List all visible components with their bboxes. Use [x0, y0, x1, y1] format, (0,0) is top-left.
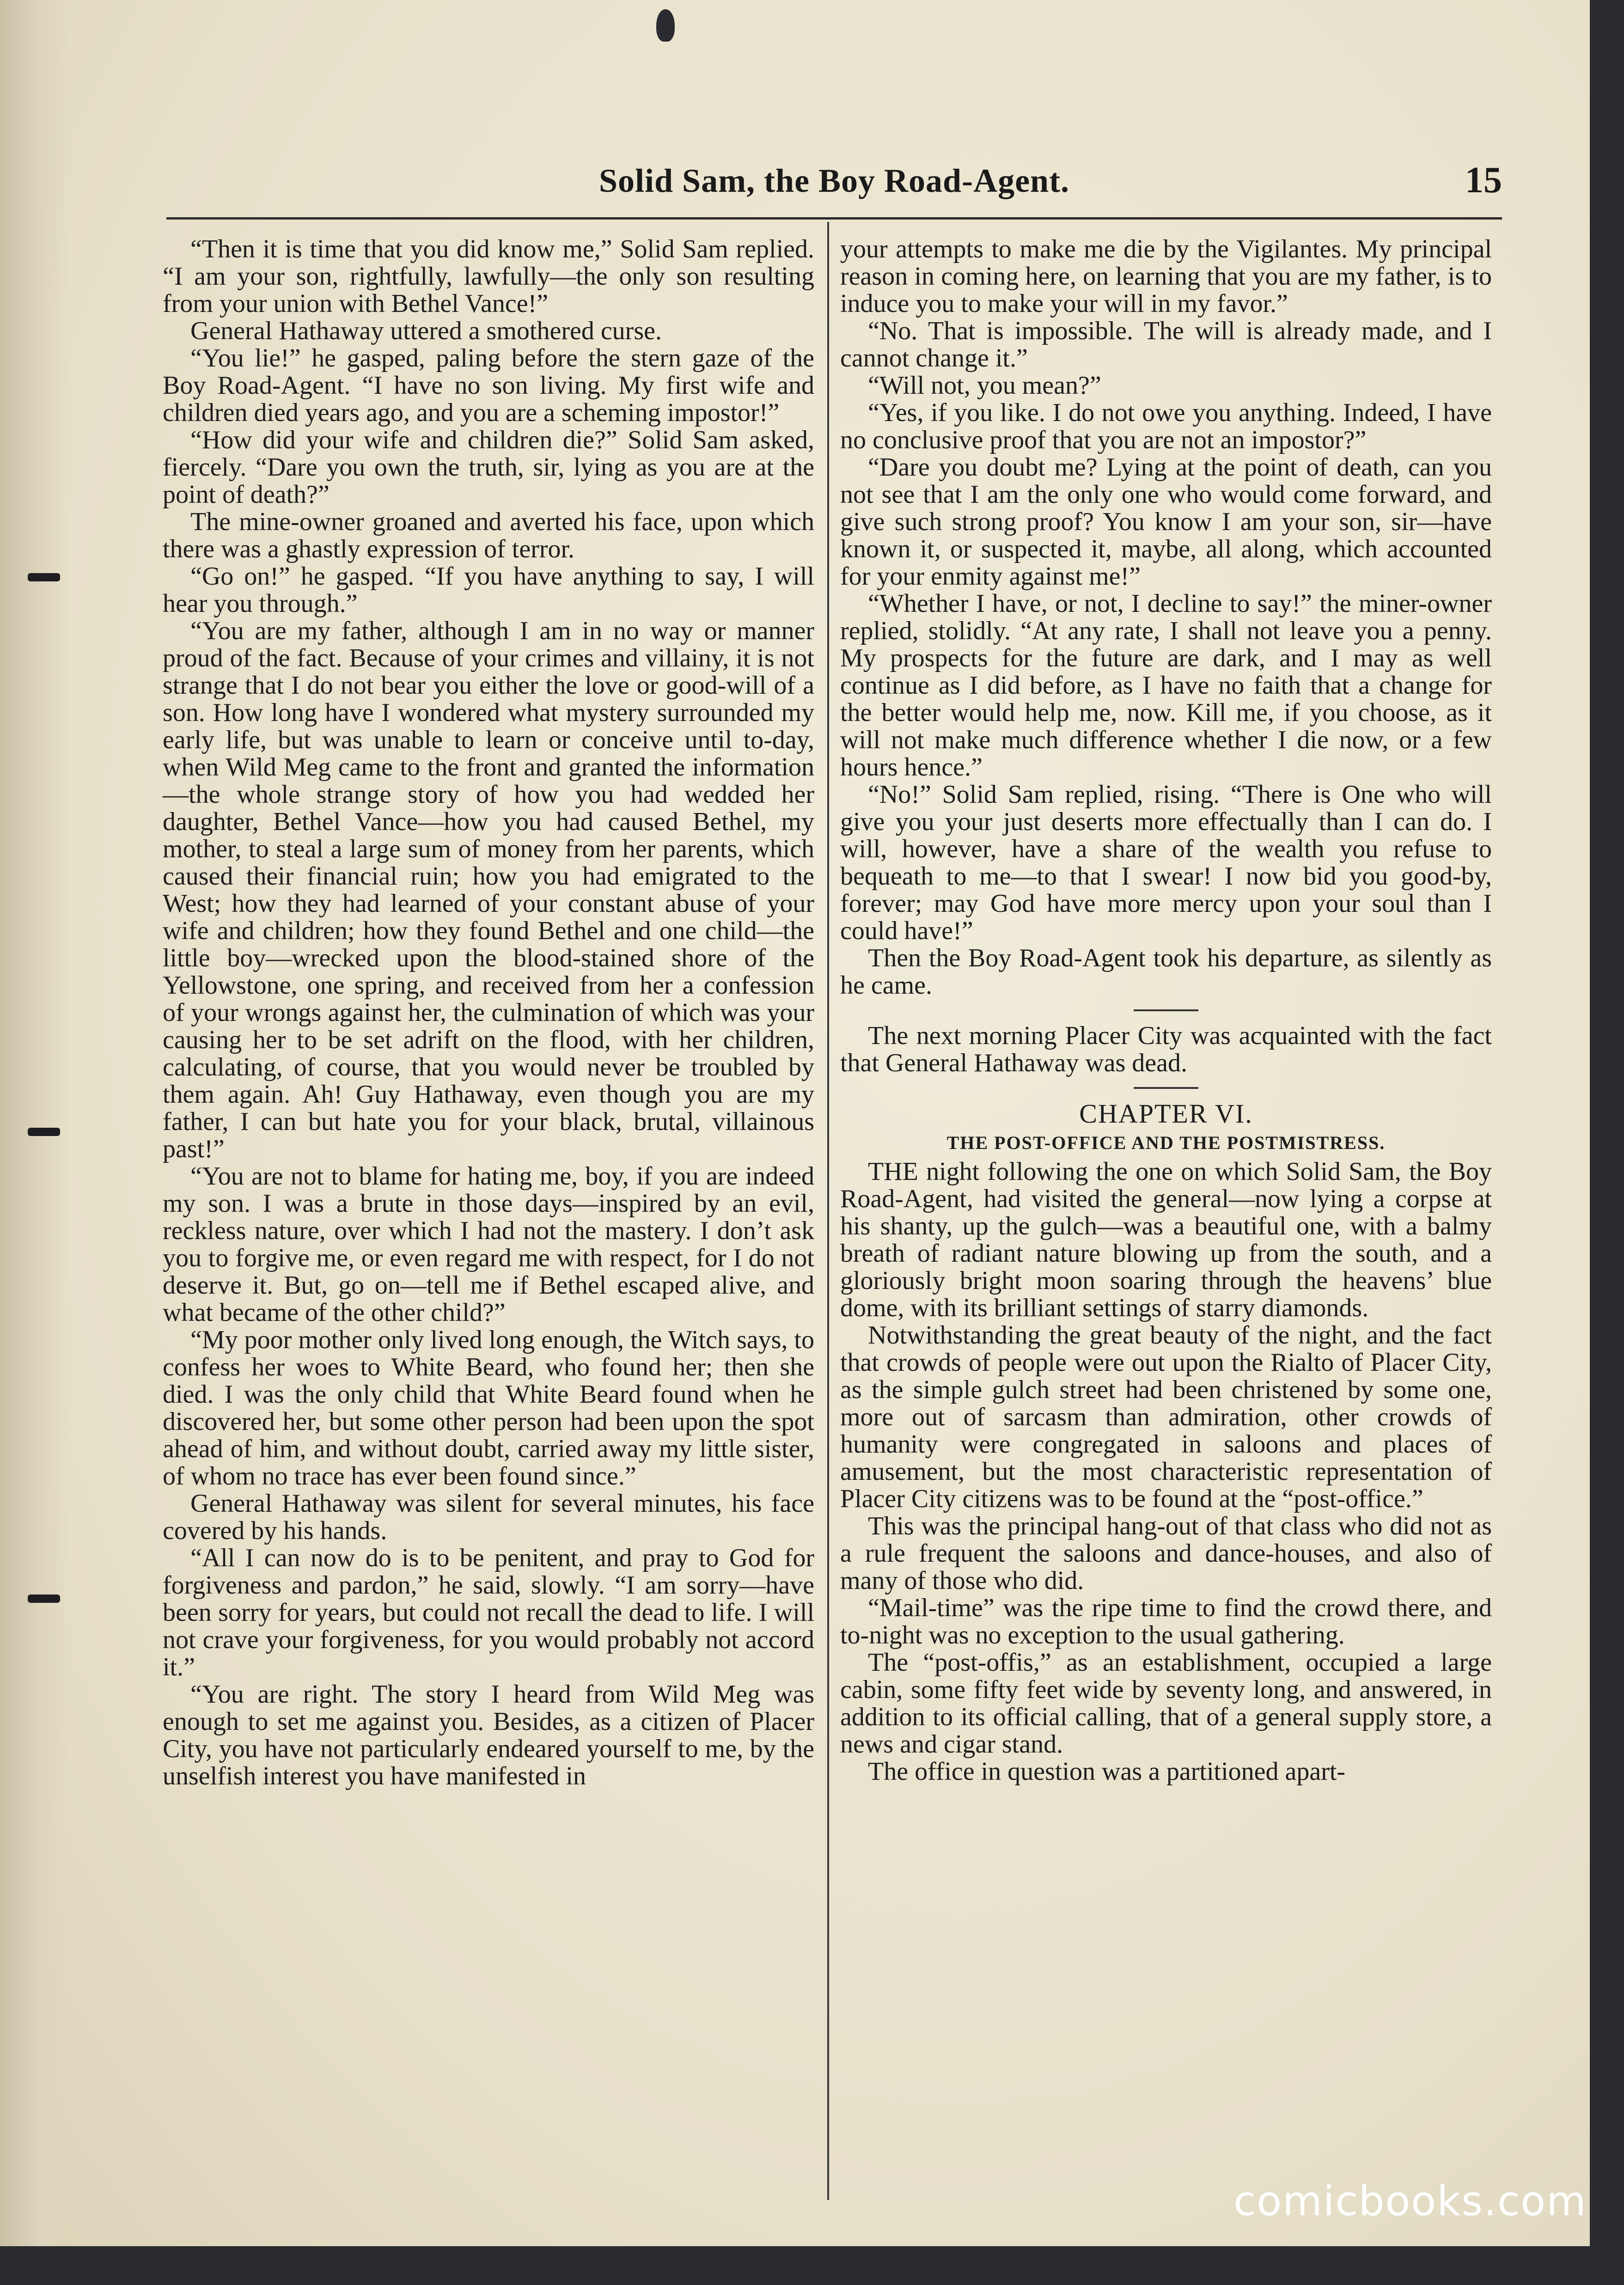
- paragraph: “Mail-time” was the ripe time to find the crowd there, and to-night was no exception to the usual gathering.: [840, 1594, 1492, 1650]
- header-rule: [166, 217, 1502, 220]
- paragraph: This was the principal hang-out of that class who did not as a rule frequent the saloons and dance-houses, and also of many of those who did.: [840, 1512, 1492, 1595]
- paragraph: “Whether I have, or not, I decline to say!” the miner-owner replied, stolidly. “At any rate, I shall not leave you a penny. My prospects for the future are dark, and I may as well continue as I did before, as I have no faith that a change for the better would help me, now. Kill me, if you choose, as it will not make much difference whether I die now, or a few hours hence.”: [840, 589, 1492, 782]
- paragraph: General Hathaway uttered a smothered curse.: [190, 317, 662, 345]
- paragraph: “Yes, if you like. I do not owe you anything. Indeed, I have no conclusive proof that you are not an impostor?”: [840, 398, 1492, 454]
- page-notch: [656, 9, 675, 42]
- paragraph: “My poor mother only lived long enough, the Witch says, to confess her woes to White Beard, who found her; then she died. I was the only child that White Beard found when he discovered her, but some other person had been upon the spot ahead of him, and without doubt, carried away my little sister, of whom no trace has ever been found since.”: [163, 1326, 814, 1491]
- watermark: comicbooks.com: [1233, 2177, 1587, 2225]
- paragraph: THE night following the one on which Solid Sam, the Boy Road-Agent, had visited the general—now lying a corpse at his shanty, up the gulch—was a beautiful one, with a balmy breath of radiant nature blowing up from the south, and a gloriously bright moon soaring through the heavens’ blue dome, with its brilliant settings of starry diamonds.: [840, 1157, 1492, 1322]
- paragraph: “All I can now do is to be penitent, and pray to God for forgiveness and pardon,” he said, slowly. “I am sorry—have been sorry for years, but could not recall the dead to life. I will not crave your forgiveness, for you would probably not accord it.”: [163, 1544, 814, 1681]
- chapter-heading: CHAPTER VI.: [1079, 1099, 1253, 1129]
- chapter-title: THE POST-OFFICE AND THE POSTMISTRESS.: [946, 1132, 1386, 1153]
- paragraph: The mine-owner groaned and averted his face, upon which there was a ghastly expression of terror.: [163, 507, 814, 563]
- paragraph: “You are right. The story I heard from Wild Meg was enough to set me against you. Besides, as a citizen of Placer City, you have not particularly endeared yourself to me, by the unselfish interest you have manifested in: [163, 1680, 814, 1790]
- paragraph: your attempts to make me die by the Vigilantes. My principal reason in coming here, on learning that you are my father, is to induce you to make your will in my favor.”: [840, 235, 1492, 318]
- paragraph: “No!” Solid Sam replied, rising. “There is One who will give you your just deserts more effectually than I can do. I will, however, have a share of the wealth you refuse to bequeath to me—to that I swear! I now bid you good-by, forever; may God have more mercy upon your soul than I could have!”: [840, 780, 1492, 945]
- paragraph: General Hathaway was silent for several minutes, his face covered by his hands.: [163, 1489, 814, 1545]
- binding-stitch: [28, 573, 60, 581]
- binding-stitch: [28, 1128, 60, 1136]
- column-divider: [827, 222, 829, 2200]
- left-column: [163, 236, 814, 1790]
- paragraph: Then the Boy Road-Agent took his departure, as silently as he came.: [840, 944, 1492, 1000]
- binding-stitch: [28, 1595, 60, 1603]
- paragraph: “You are not to blame for hating me, boy, if you are indeed my son. I was a brute in those days—inspired by an evil, reckless nature, over which I had not the mastery. I don’t ask you to forgive me, or even regard me with respect, for I do not deserve it. But, go on—tell me if Bethel escaped alive, and what became of the other child?”: [163, 1162, 814, 1327]
- paragraph: The “post-offis,” as an establishment, occupied a large cabin, some fifty feet wide by seventy long, and answered, in addition to its official calling, that of a general supply store, a news and cigar stand.: [840, 1648, 1492, 1759]
- section-rule: [1134, 1009, 1198, 1011]
- right-column: [840, 236, 1492, 1785]
- paragraph: “Go on!” he gasped. “If you have anything to say, I will hear you through.”: [163, 562, 814, 618]
- paragraph: “Will not, you mean?”: [868, 371, 1101, 400]
- paragraph: The next morning Placer City was acquainted with the fact that General Hathaway was dead.: [840, 1021, 1492, 1077]
- paragraph: “Dare you doubt me? Lying at the point of death, can you not see that I am the only one who would come forward, and give such strong proof? You know I am your son, sir—have known it, or suspected it, maybe, all along, which accounted for your enmity against me!”: [840, 453, 1492, 591]
- binding-spine: [0, 0, 69, 2246]
- paragraph: The office in question was a partitioned apart-: [868, 1757, 1346, 1786]
- paragraph: “No. That is impossible. The will is already made, and I cannot change it.”: [840, 317, 1492, 373]
- paragraph: Notwithstanding the great beauty of the night, and the fact that crowds of people were out upon the Rialto of Placer City, as the simple gulch street had been christened by some one, more out of sarcasm than admiration, other crowds of humanity were congregated in saloons and places of amusement, but the most characteristic representation of Placer City citizens was to be found at the “post-office.”: [840, 1321, 1492, 1513]
- running-title: Solid Sam, the Boy Road-Agent.: [598, 162, 1070, 199]
- page-header: [166, 153, 1502, 217]
- paragraph: “How did your wife and children die?” Solid Sam asked, fiercely. “Dare you own the truth, sir, lying as you are at the point of death?”: [163, 426, 814, 509]
- paragraph: “You are my father, although I am in no way or manner proud of the fact. Because of your crimes and villainy, it is not strange that I do not bear you either the love or good-will of a son. How long have I wondered what mystery surrounded my early life, but was unable to learn or conceive until to-day, when Wild Meg came to the front and granted the information—the whole strange story of how you had wedded her daughter, Bethel Vance—how you had caused Bethel, my mother, to steal a large sum of money from her parents, which caused their financial ruin; how you had emigrated to the West; how they had learned of your constant abuse of your wife and children; how they found Bethel and one child—the little boy—wrecked upon the blood-stained shore of the Yellowstone, one spring, and received from her a confession of your wrongs against her, the culmination of which was your causing her to be set adrift on the flood, with her children, calculating, of course, that you would never be troubled by them again. Ah! Guy Hathaway, even though you are my father, I can but hate you for your black, brutal, villainous past!”: [163, 617, 814, 1163]
- paragraph: “Then it is time that you did know me,” Solid Sam replied. “I am your son, rightfully, lawfully—the only son resulting from your union with Bethel Vance!”: [163, 235, 814, 318]
- section-rule: [1134, 1087, 1198, 1089]
- paragraph: “You lie!” he gasped, paling before the stern gaze of the Boy Road-Agent. “I have no son living. My first wife and children died years ago, and you are a scheming impostor!”: [163, 344, 814, 427]
- page-number: 15: [1465, 160, 1502, 201]
